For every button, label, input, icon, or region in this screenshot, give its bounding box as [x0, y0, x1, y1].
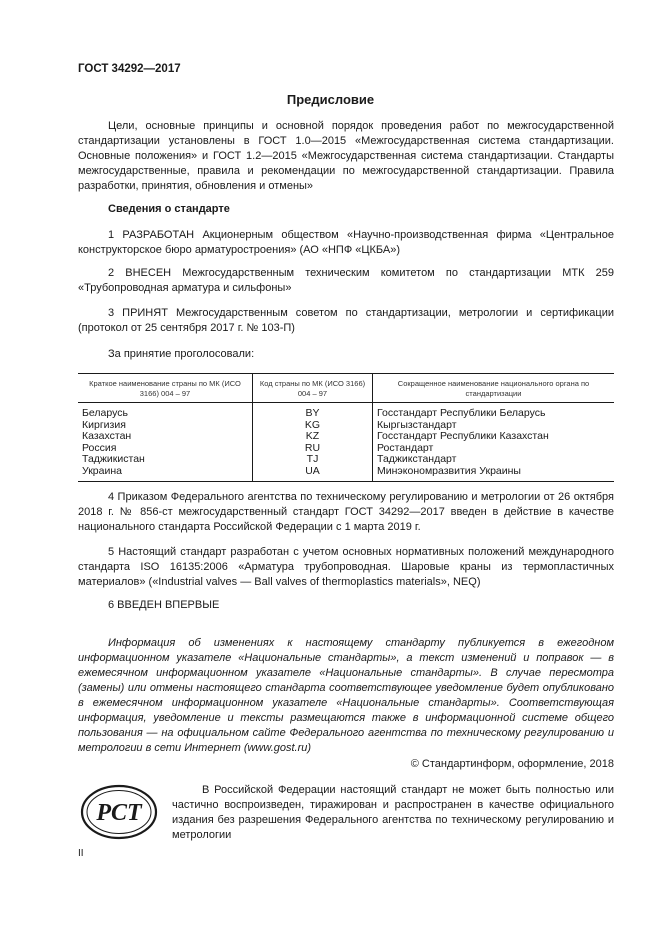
- page-title: Предисловие: [286, 92, 375, 107]
- body-cell: Госстандарт Республики Беларусь: [373, 403, 615, 420]
- item-4-paragraph: 4 Приказом Федерального агентства по техническому регулированию и метрологии от 26 октября 2018 г. № 856-ст межгосударственный стандарт ГОСТ 34292—2017 введен в действие в качестве национального стандарта Российской Федерации с 1 марта 2019 г.: [78, 491, 614, 533]
- code-cell: KZ: [253, 431, 373, 443]
- table-row: [78, 443, 614, 455]
- copyright: © Стандартинформ, оформление, 2018: [410, 758, 614, 770]
- code-cell: KG: [253, 420, 373, 432]
- item-5-paragraph: 5 Настоящий стандарт разработан с учетом основных нормативных положений международного стандарта ISO 16135:2006 «Арматура трубопроводная. Шаровые краны из термопластичных материалов» («Industrial valves — Ball valves of thermoplastics materials», NEQ): [78, 546, 614, 588]
- table-header-country: Краткое наименование страны по МК (ИСО 3166) 004 – 97: [78, 374, 253, 403]
- intro-paragraph: Цели, основные принципы и основной порядок проведения работ по межгосударственной стандартизации установлены в ГОСТ 1.0—2015 «Межгосударственная система стандартизации. Основные положения» и ГОСТ 1.2—2015 «Межгосударственная система стандартизации. Стандарты межгосударственные, правила и рекомендации по межгосударственной стандартизации. Правила разработки, принятия, обновления и отмены»: [78, 120, 614, 192]
- info-note: Информация об изменениях к настоящему стандарту публикуется в ежегодном информационном указателе «Национальные стандарты», а текст изменений и поправок — в ежемесячном информационном указателе «Национальные стандарты». В случае пересмотра (замены) или отмены настоящего стандарта соответствующее уведомление будет опубликовано в ежемесячном информационном указателе «Национальные стандарты». Соответствующая информация, уведомление и тексты размещаются также в информационной системе общего пользования — на официальном сайте Федерального агентства по техническому регулированию и метрологии в сети Интернет (www.gost.ru): [78, 637, 614, 754]
- country-cell: Беларусь: [82, 407, 128, 419]
- reproduction-notice: В Российской Федерации настоящий стандарт не может быть полностью или частично воспроизведен, тиражирован и распространен в качестве официального издания без разрешения Федерального агентства по техническому регулированию и метрологии: [172, 784, 614, 841]
- country-cell: Украина: [82, 464, 122, 477]
- code-cell: TJ: [253, 454, 373, 466]
- item-2-paragraph: 2 ВНЕСЕН Межгосударственным техническим комитетом по стандартизации МТК 259 «Трубопроводная арматура и сильфоны»: [78, 267, 614, 294]
- item-1-paragraph: 1 РАЗРАБОТАН Акционерным обществом «Научно-производственная фирма «Центральное конструкторское бюро арматуростроения» (АО «НПФ «ЦКБА»): [78, 229, 614, 256]
- code-cell: RU: [253, 443, 373, 455]
- body-cell: Минэкономразвития Украины: [373, 466, 615, 482]
- table-row: [78, 403, 614, 420]
- body-cell: Ростандарт: [373, 443, 615, 455]
- voted-label: За принятие проголосовали:: [108, 348, 255, 360]
- table-row: [78, 454, 614, 466]
- table-header-row: [78, 374, 614, 403]
- logo-lettering: РСТ: [96, 800, 142, 826]
- table-header-body: Сокращенное наименование национального органа по стандартизации: [373, 374, 615, 403]
- voting-states-table: [78, 373, 614, 482]
- country-cell: Россия: [82, 441, 117, 454]
- body-cell: Таджикстандарт: [373, 454, 615, 466]
- page-number: II: [78, 848, 84, 859]
- document-code: ГОСТ 34292—2017: [78, 63, 181, 75]
- item-3-paragraph: 3 ПРИНЯТ Межгосударственным советом по стандартизации, метрологии и сертификации (протокол от 25 сентября 2017 г. № 103-П): [78, 307, 614, 334]
- gost-r-logo-icon: [79, 783, 159, 841]
- country-cell: Киргизия: [82, 418, 126, 431]
- body-cell: Госстандарт Республики Казахстан: [373, 431, 615, 443]
- country-cell: Таджикистан: [82, 453, 145, 465]
- item-6-paragraph: 6 ВВЕДЕН ВПЕРВЫЕ: [108, 599, 220, 611]
- table-row: [78, 431, 614, 443]
- table-row: [78, 466, 614, 482]
- body-cell: Кыргызстандарт: [373, 420, 615, 432]
- code-cell: BY: [253, 403, 373, 420]
- table-header-code: Код страны по МК (ИСО 3166) 004 – 97: [253, 374, 373, 403]
- section-title: Сведения о стандарте: [108, 203, 230, 215]
- country-cell: Казахстан: [82, 430, 132, 442]
- code-cell: UA: [253, 466, 373, 482]
